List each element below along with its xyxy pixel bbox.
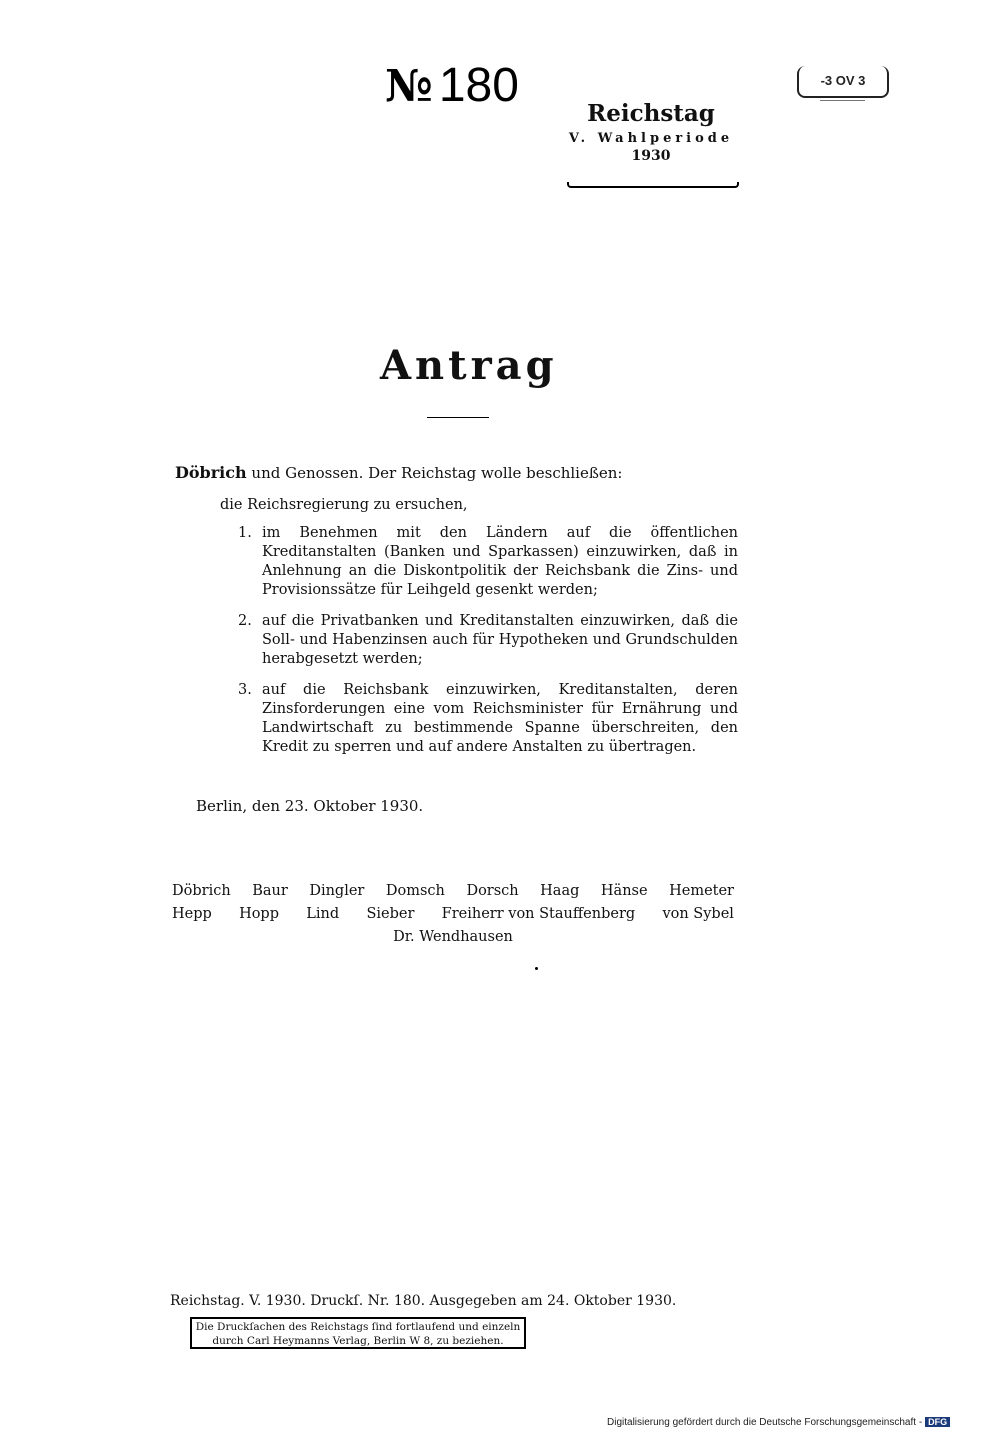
signer-name: Freiherr von Stauffenberg [441,906,636,922]
parliament-name: Reichstag [587,100,715,127]
signer-name: Hänse [600,883,648,899]
intro-text: und Genossen. Der Reichstag wolle beschließen: [251,464,623,482]
signer-name: Dr. Wendhausen [393,929,513,945]
signer-name: Baur [252,883,288,899]
signer-row-1 [172,880,734,903]
intro-line [175,463,622,482]
digitization-credit [607,1417,950,1428]
document-title: Antrag [380,342,558,389]
title-rule [427,417,489,418]
signer-name: Hopp [239,906,280,922]
item-text: auf die Privatbanken und Kreditanstalten einzuwirken, daß die Soll- und Habenzinsen auch für Hypotheken und Grundschulden herabgesetzt werden; [262,613,738,667]
item-number: 2. [238,613,252,629]
digitization-text: Digitalisierung gefördert durch die Deutsche Forschungsgemeinschaft - [607,1417,923,1428]
signatories [172,880,734,949]
signer-name: Hemeter [669,883,734,899]
receipt-stamp: -3 OV 3 [797,66,889,98]
signer-name: Haag [540,883,580,899]
item-text: im Benehmen mit den Ländern auf die öffentlichen Kreditanstalten (Banken und Sparkassen) einzuwirken, daß in Anlehnung an die Diskontpolitik der Reichsbank die Zins- und Provisionssätze für Leihgeld gesenkt werden; [262,525,738,598]
signer-name: Döbrich [172,883,231,899]
item-number: 3. [238,682,252,698]
publisher-notice-line-2: durch Carl Heymanns Verlag, Berlin W 8, zu beziehen. [212,1335,504,1347]
place-date: Berlin, den 23. Oktober 1930. [196,797,424,815]
request-items [238,524,738,769]
list-item [238,524,738,600]
heading-bracket-rule [567,182,739,188]
publisher-notice-line-1: Die Druckſachen des Reichstags ſind fortlaufend und einzeln [195,1321,521,1333]
signer-name: von Sybel [662,906,734,922]
number-sign: № [385,61,433,112]
number-value: 180 [438,59,519,112]
signer-name: Hepp [172,906,212,922]
request-line: die Reichsregierung zu ersuchen, [220,497,468,513]
print-info: Reichstag. V. 1930. Druckſ. Nr. 180. Ausgegeben am 24. Oktober 1930. [170,1293,677,1309]
signer-name: Dorsch [466,883,519,899]
year: 1930 [631,148,671,164]
dfg-logo: DFG [925,1417,950,1427]
signer-name: Lind [306,906,340,922]
item-text: auf die Reichsbank einzuwirken, Kreditanstalten, deren Zinsforderungen eine vom Reichsminister für Ernährung und Landwirtschaft zu bestimmende Spanne überschreiten, den Kredit zu sperren und auf andere Anstalten zu übertragen. [262,682,738,755]
signer-row-3 [172,926,734,949]
item-number: 1. [238,525,252,541]
electoral-period: V. Wahlperiode [568,131,734,146]
publisher-notice [190,1317,526,1349]
signer-name: Domsch [385,883,445,899]
signer-name: Dingler [309,883,365,899]
stamp-underline [820,100,865,102]
author-name: Döbrich [175,463,247,482]
signer-name: Sieber [366,906,415,922]
list-item [238,612,738,669]
print-speck [535,967,538,970]
signer-row-2 [172,903,734,926]
list-item [238,681,738,757]
reichstag-heading [565,100,737,164]
document-number [385,58,519,113]
